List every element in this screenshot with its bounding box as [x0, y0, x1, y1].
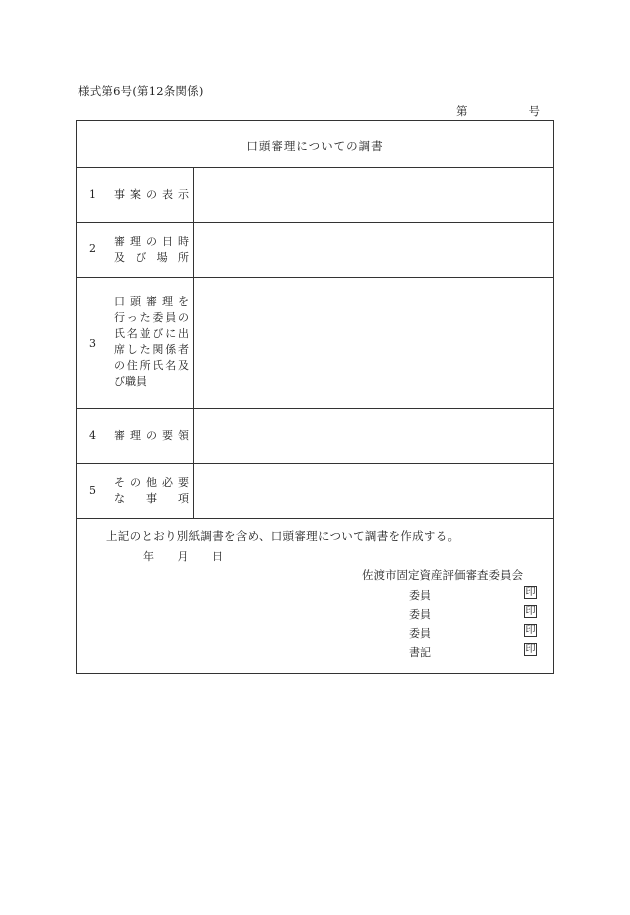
signer-role: 書記 — [409, 646, 431, 659]
row-label — [114, 234, 189, 266]
label-line: 事案の表示 — [114, 188, 189, 201]
label-line: 及び場所 — [114, 251, 189, 264]
row-number: 2 — [89, 242, 96, 255]
form-title: 口頭審理についての調書 — [246, 139, 384, 153]
row-label — [114, 187, 189, 203]
label-line: び職員 — [114, 375, 147, 388]
label-line: 口頭審理を — [114, 295, 189, 308]
row-number: 4 — [89, 429, 96, 442]
row-number: 5 — [89, 484, 96, 497]
form-identifier: 様式第6号(第12条関係) — [78, 84, 204, 98]
form-table — [76, 120, 554, 674]
content-cell-2[interactable] — [194, 223, 554, 277]
label-line: の住所氏名及 — [114, 359, 189, 372]
content-cell-1[interactable] — [194, 168, 554, 222]
content-cell-3[interactable] — [194, 278, 554, 408]
row-number: 1 — [89, 188, 96, 201]
label-line: その他必要 — [114, 476, 189, 489]
content-cell-5[interactable] — [194, 464, 554, 518]
seal-mark: 印 — [525, 606, 536, 617]
label-line: 席した関係者 — [114, 343, 189, 356]
row-number: 3 — [89, 337, 96, 350]
signer-role: 委員 — [409, 627, 431, 640]
document-number — [456, 103, 540, 119]
seal-mark: 印 — [525, 644, 536, 655]
row-label — [114, 475, 189, 507]
label-line: 審理の要領 — [114, 429, 189, 442]
seal-mark: 印 — [525, 625, 536, 636]
content-cell-4[interactable] — [194, 409, 554, 463]
seal-mark: 印 — [525, 587, 536, 598]
label-line: 審理の日時 — [114, 235, 189, 248]
signer-role: 委員 — [409, 589, 431, 602]
committee-name: 佐渡市固定資産評価審査委員会 — [362, 568, 523, 582]
date-day: 日 — [212, 550, 223, 563]
number-prefix: 第 — [456, 104, 468, 118]
statement: 上記のとおり別紙調書を含め、口頭審理について調書を作成する。 — [106, 529, 460, 543]
row-label — [114, 294, 189, 390]
signer-role: 委員 — [409, 608, 431, 621]
row-label — [114, 428, 189, 444]
label-line: な事項 — [114, 492, 189, 505]
row-divider — [77, 518, 553, 519]
date-line — [143, 548, 223, 564]
label-line: 行った委員の — [114, 311, 189, 324]
date-year: 年 — [143, 550, 154, 563]
label-line: 氏名並びに出 — [114, 327, 189, 340]
date-month: 月 — [177, 550, 189, 563]
number-suffix: 号 — [528, 104, 540, 118]
